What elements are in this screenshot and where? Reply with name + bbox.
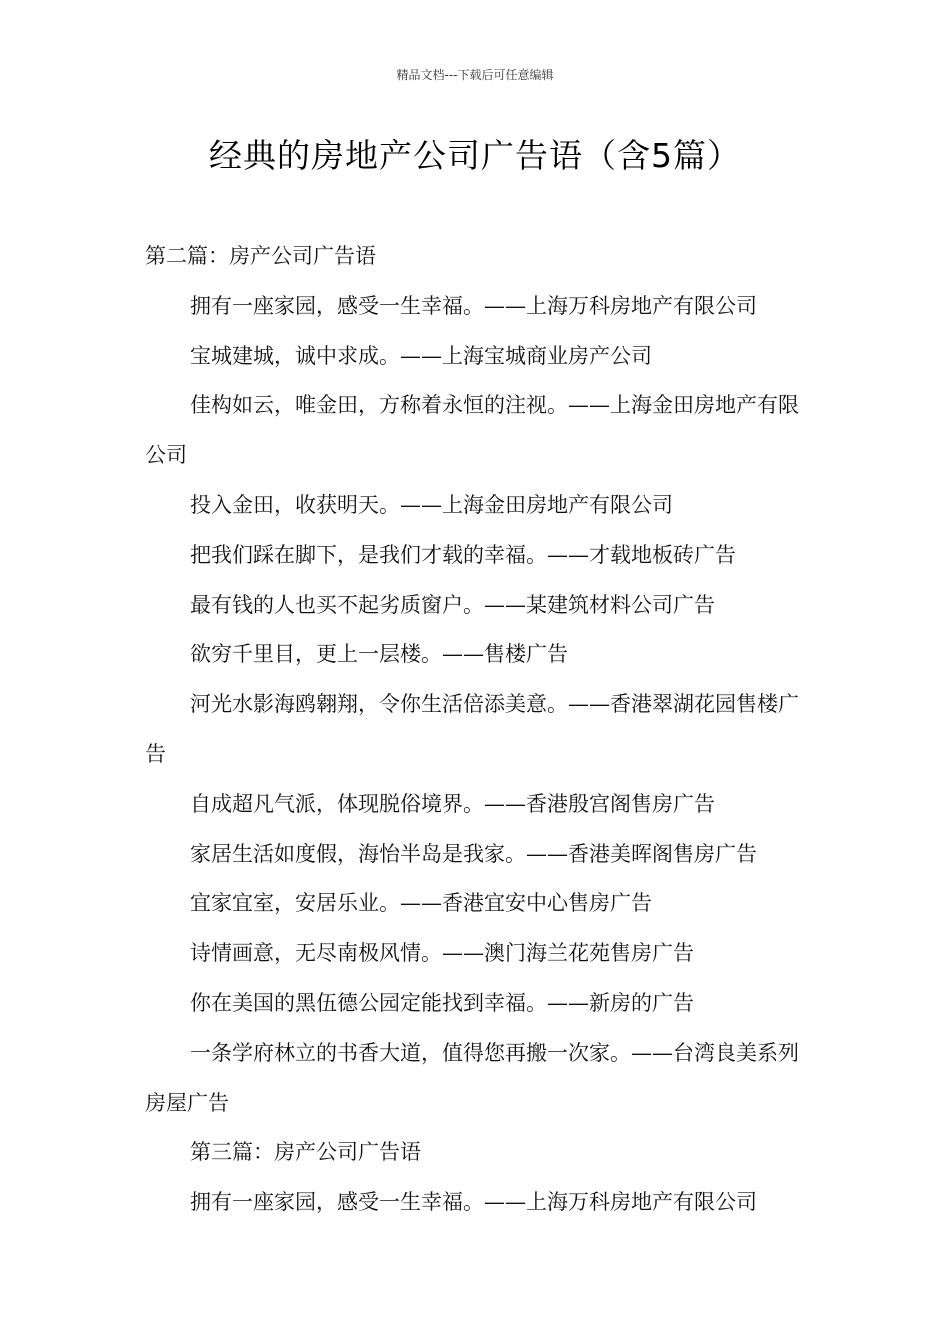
paragraph: 宜家宜室，安居乐业。——香港宜安中心售房广告: [190, 891, 652, 916]
section-heading: 第二篇：房产公司广告语: [145, 244, 376, 268]
header-note: 精品文档---下载后可任意编辑: [396, 68, 554, 82]
paragraph: 把我们踩在脚下，是我们才载的幸福。——才载地板砖广告: [190, 542, 736, 567]
paragraph: 河光水影海鸥翱翔，令你生活倍添美意。——香港翠湖花园售楼广告: [145, 692, 799, 766]
document-title: 经典的房地产公司广告语（含5篇）: [209, 136, 741, 175]
paragraph: 最有钱的人也买不起劣质窗户。——某建筑材料公司广告: [190, 592, 715, 617]
paragraph: 欲穷千里目，更上一层楼。——售楼广告: [190, 642, 568, 667]
paragraph: 佳构如云，唯金田，方称着永恒的注视。——上海金田房地产有限公司: [145, 393, 799, 468]
paragraph: 拥有一座家园，感受一生幸福。——上海万科房地产有限公司: [190, 293, 757, 318]
paragraph: 自成超凡气派，体现脱俗境界。——香港殷宫阁售房广告: [190, 791, 715, 816]
paragraph: 诗情画意，无尽南极风情。——澳门海兰花苑售房广告: [190, 941, 694, 966]
document-body: [145, 232, 810, 1228]
paragraph: 拥有一座家园，感受一生幸福。——上海万科房地产有限公司: [190, 1190, 757, 1215]
paragraph: 家居生活如度假，海怡半岛是我家。——香港美晖阁售房广告: [190, 841, 757, 866]
paragraph: 宝城建城，诚中求成。——上海宝城商业房产公司: [190, 343, 652, 368]
paragraph: 你在美国的黑伍德公园定能找到幸福。——新房的广告: [190, 990, 694, 1015]
paragraph: 一条学府林立的书香大道，值得您再搬一次家。——台湾良美系列房屋广告: [145, 1040, 799, 1115]
section-heading: 第三篇：房产公司广告语: [190, 1140, 421, 1165]
paragraph: 投入金田，收获明天。——上海金田房地产有限公司: [190, 492, 673, 517]
